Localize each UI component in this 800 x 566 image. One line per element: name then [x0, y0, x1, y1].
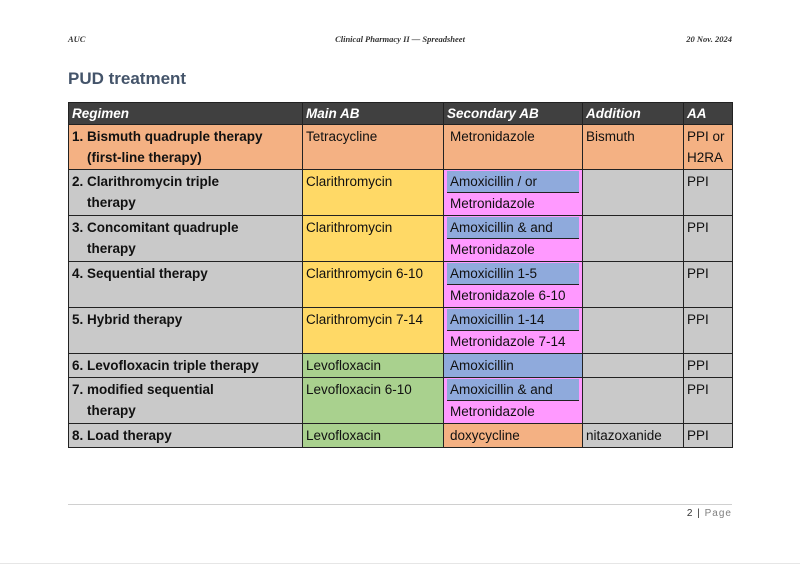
addition-cell — [583, 170, 684, 216]
secondary-ab-item: Metronidazole — [447, 401, 579, 422]
main-ab-cell: Clarithromycin 6-10 — [303, 262, 444, 308]
regimen-line: 2. Clarithromycin triple — [72, 174, 220, 189]
secondary-ab-item: Amoxicillin 1-5 — [447, 263, 579, 285]
column-header-secondary-ab: Secondary AB — [444, 103, 583, 125]
secondary-ab-item: Metronidazole — [447, 239, 579, 260]
secondary-ab-cell — [444, 262, 583, 308]
treatment-table — [68, 102, 733, 448]
aa-cell: PPI — [684, 424, 733, 448]
secondary-ab-cell — [444, 170, 583, 216]
header-right: 20 Nov. 2024 — [686, 34, 732, 44]
secondary-ab-item: Metronidazole 7-14 — [447, 331, 579, 352]
addition-cell: Bismuth — [583, 125, 684, 170]
secondary-ab-cell — [444, 354, 583, 378]
regimen-line: therapy — [87, 403, 136, 418]
regimen-cell — [69, 216, 303, 262]
regimen-line: 8. Load therapy — [72, 428, 172, 443]
main-ab-cell: Levofloxacin 6-10 — [303, 378, 444, 424]
addition-cell — [583, 262, 684, 308]
aa-cell: PPI — [684, 216, 733, 262]
secondary-ab-cell — [444, 378, 583, 424]
secondary-ab-item: Amoxicillin 1-14 — [447, 309, 579, 331]
secondary-ab-item: Metronidazole — [447, 193, 579, 214]
aa-cell: PPI — [684, 262, 733, 308]
regimen-cell — [69, 378, 303, 424]
main-ab-cell: Clarithromycin — [303, 216, 444, 262]
main-ab-cell: Levofloxacin — [303, 354, 444, 378]
regimen-cell — [69, 354, 303, 378]
column-header-aa: AA — [684, 103, 733, 125]
regimen-line: therapy — [87, 195, 136, 210]
table-header-row — [69, 103, 733, 125]
regimen-line: 5. Hybrid therapy — [72, 312, 183, 327]
table-body — [69, 125, 733, 448]
secondary-ab-item: Metronidazole — [447, 126, 579, 147]
table-row — [69, 308, 733, 354]
aa-cell: PPI — [684, 170, 733, 216]
page-header — [68, 34, 732, 48]
aa-cell: PPI — [684, 354, 733, 378]
main-ab-cell: Clarithromycin 7-14 — [303, 308, 444, 354]
regimen-line: 7. modified sequential — [72, 382, 214, 397]
table-row — [69, 125, 733, 170]
table-row — [69, 354, 733, 378]
regimen-line: 6. Levofloxacin triple therapy — [72, 358, 259, 373]
aa-cell: PPI or H2RA — [684, 125, 733, 170]
page-bottom-edge — [0, 563, 800, 564]
page-separator: | — [697, 508, 701, 519]
regimen-line: 3. Concomitant quadruple — [72, 220, 239, 235]
aa-cell: PPI — [684, 378, 733, 424]
regimen-line: therapy — [87, 241, 136, 256]
column-header-addition: Addition — [583, 103, 684, 125]
column-header-main-ab: Main AB — [303, 103, 444, 125]
secondary-ab-cell — [444, 424, 583, 448]
addition-cell: nitazoxanide — [583, 424, 684, 448]
addition-cell — [583, 308, 684, 354]
table-row — [69, 378, 733, 424]
page-number-value: 2 — [686, 508, 694, 519]
page-word: Page — [704, 508, 732, 519]
secondary-ab-item: Amoxicillin & and — [447, 217, 579, 239]
secondary-ab-cell — [444, 216, 583, 262]
addition-cell — [583, 378, 684, 424]
regimen-cell — [69, 262, 303, 308]
aa-cell: PPI — [684, 308, 733, 354]
regimen-line: 1. Bismuth quadruple therapy — [72, 129, 263, 144]
secondary-ab-item: Amoxicillin / or — [447, 171, 579, 193]
main-ab-cell: Levofloxacin — [303, 424, 444, 448]
regimen-line: 4. Sequential therapy — [72, 266, 208, 281]
secondary-ab-cell — [444, 308, 583, 354]
main-ab-cell: Tetracycline — [303, 125, 444, 170]
secondary-ab-cell — [444, 125, 583, 170]
page-number — [687, 508, 732, 519]
secondary-ab-item: Amoxicillin — [447, 355, 579, 376]
main-ab-cell: Clarithromycin — [303, 170, 444, 216]
page-title: PUD treatment — [68, 69, 187, 88]
regimen-cell — [69, 424, 303, 448]
regimen-cell — [69, 125, 303, 170]
secondary-ab-item: doxycycline — [447, 425, 579, 446]
addition-cell — [583, 216, 684, 262]
table-row — [69, 216, 733, 262]
table-row — [69, 424, 733, 448]
secondary-ab-item: Metronidazole 6-10 — [447, 285, 579, 306]
header-left: AUC — [68, 34, 86, 44]
regimen-line: (first-line therapy) — [87, 150, 202, 165]
regimen-cell — [69, 170, 303, 216]
column-header-regimen: Regimen — [69, 103, 303, 125]
regimen-cell — [69, 308, 303, 354]
table-row — [69, 170, 733, 216]
table-row — [69, 262, 733, 308]
footer-divider — [68, 504, 732, 505]
secondary-ab-item: Amoxicillin & and — [447, 379, 579, 401]
addition-cell — [583, 354, 684, 378]
header-center: Clinical Pharmacy II — Spreadsheet — [335, 34, 465, 44]
